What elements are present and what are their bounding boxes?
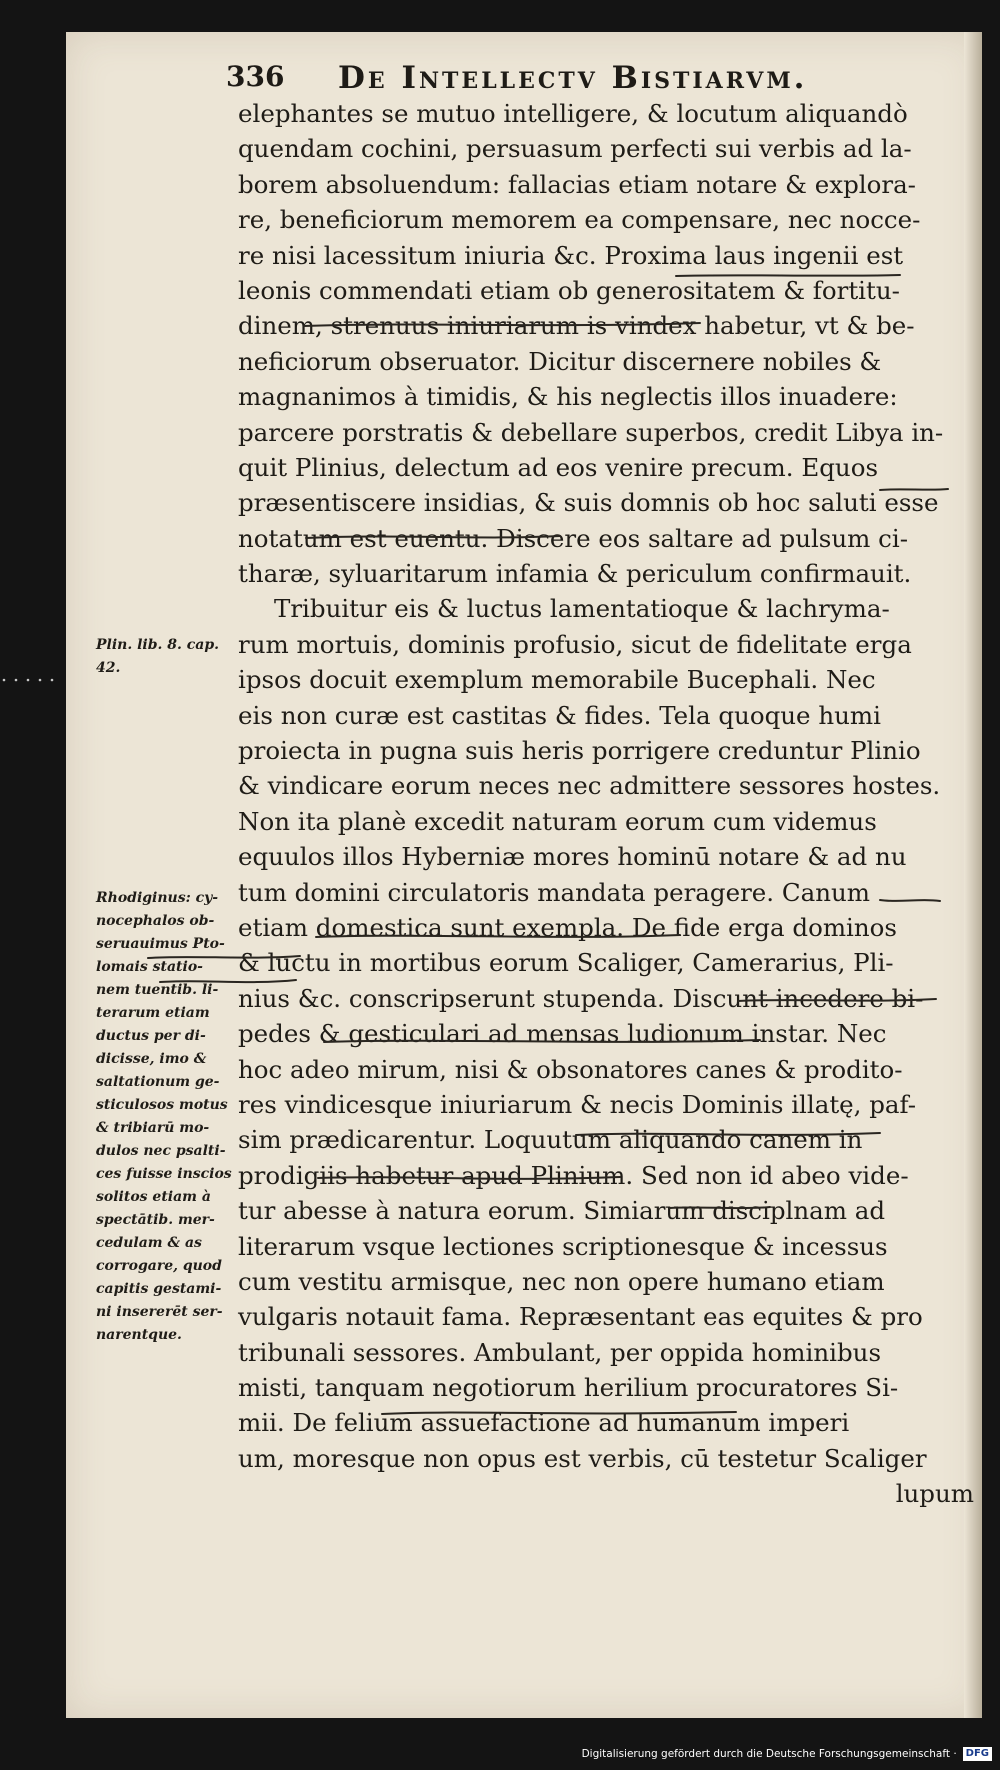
text-line: quendam cochini, persuasum perfecti sui verbis ad la-	[238, 134, 912, 164]
text-line: rum mortuis, dominis profusio, sicut de fidelitate erga	[238, 629, 912, 659]
marginal-note-line: lomais statio-	[96, 959, 203, 975]
text-line: prodigiis habetur apud Plinium. Sed non id abeo vide-	[238, 1160, 909, 1190]
text-line: neficiorum obseruator. Dicitur discernere nobiles &	[238, 346, 882, 376]
text-line: Non ita planè excedit naturam eorum cum videmus	[238, 806, 877, 836]
text-line: res vindicesque iniuriarum & necis Dominis illatę, paf-	[238, 1089, 917, 1119]
marginal-note-line: solitos etiam à	[96, 1189, 211, 1205]
marginal-note-line: dulos nec psalti-	[96, 1143, 226, 1159]
marginal-note-line: Rhodiginus: cy-	[96, 890, 219, 906]
text-line: & vindicare eorum neces nec admittere sessores hostes.	[238, 771, 941, 801]
text-line: dinem, strenuus iniuriarum is vindex habetur, vt & be-	[238, 311, 915, 341]
marginal-note-line: spectātib. mer-	[96, 1212, 215, 1228]
text-line: tharæ, syluaritarum infamia & periculum confirmauit.	[238, 559, 912, 589]
marginal-note-line: corrogare, quod	[96, 1258, 222, 1274]
marginal-note-line: ductus per di-	[96, 1028, 206, 1044]
text-line: sim prædicarentur. Loquutum aliquando canem in	[238, 1125, 863, 1155]
text-line: proiecta in pugna suis heris porrigere creduntur Plinio	[238, 736, 921, 766]
text-line: tum domini circulatoris mandata peragere. Canum	[238, 877, 871, 907]
marginal-note-line: nocephalos ob-	[96, 913, 215, 929]
marginal-note-line: dicisse, imo &	[96, 1051, 207, 1067]
text-line: etiam domestica sunt exempla. De fide erga dominos	[238, 912, 897, 942]
text-line: elephantes se mutuo intelligere, & locutum aliquandò	[238, 99, 908, 128]
text-line: magnanimos à timidis, & his neglectis illos inuadere:	[238, 382, 898, 412]
marginal-note-line: Plin. lib. 8. cap.	[96, 637, 220, 653]
text-line: literarum vsque lectiones scriptionesque & incessus	[238, 1231, 888, 1261]
marginal-note-line: & tribiarū mo-	[96, 1120, 210, 1136]
marginal-note-line: sticulosos motus	[96, 1097, 228, 1113]
marginal-note-line: nem tuentib. li-	[96, 982, 219, 998]
marginal-note-line: cedulam & as	[96, 1235, 202, 1251]
text-line: hoc adeo mirum, nisi & obsonatores canes & prodito-	[238, 1054, 903, 1084]
marginal-note-line: terarum etiam	[96, 1005, 210, 1021]
marginal-note-line: narentque.	[96, 1327, 182, 1343]
marginal-note-rhodiginus	[96, 887, 244, 1347]
text-line: re, beneficiorum memorem ea compensare, nec nocce-	[238, 205, 921, 235]
marginal-note-line: 42.	[96, 660, 121, 676]
marginal-note-line: saltationum ge-	[96, 1074, 220, 1090]
running-head-title: De Intellectv Bistiarvm.	[338, 60, 808, 96]
text-line: præsentiscere insidias, & suis domnis ob hoc saluti esse	[238, 488, 939, 518]
text-line: tur abesse à natura eorum. Simiarum disciplnam ad	[238, 1196, 886, 1226]
dfg-logo-icon: DFG	[963, 1747, 992, 1761]
text-line: mii. De felium assuefactione ad humanum imperi	[238, 1408, 850, 1438]
scanner-dots	[0, 0, 60, 1770]
digitization-footer	[582, 1747, 992, 1761]
text-line: nius &c. conscripserunt stupenda. Discunt incedere bi-	[238, 983, 924, 1013]
text-line: tribunali sessores. Ambulant, per oppida hominibus	[238, 1337, 882, 1367]
text-line: misti, tanquam negotiorum herilium procuratores Si-	[238, 1373, 899, 1403]
text-line: & luctu in mortibus eorum Scaliger, Camerarius, Pli-	[238, 948, 894, 978]
marginal-note-line: seruauimus Pto-	[96, 936, 225, 952]
text-line: equulos illos Hyberniæ mores hominū notare & ad nu	[238, 842, 907, 872]
marginal-note-line: capitis gestami-	[96, 1281, 222, 1297]
marginal-note-pliny	[96, 634, 244, 680]
text-line: um, moresque non opus est verbis, cū testetur Scaliger	[238, 1443, 927, 1473]
text-line: notatum est euentu. Discere eos saltare ad pulsum ci-	[238, 523, 909, 553]
text-line: eis non curæ est castitas & fides. Tela quoque humi	[238, 700, 881, 730]
marginal-note-line: ni insererēt ser-	[96, 1304, 223, 1320]
text-line: vulgaris notauit fama. Repræsentant eas equites & pro	[238, 1302, 923, 1332]
page-number: 336	[226, 60, 285, 93]
text-line: pedes & gesticulari ad mensas ludionum instar. Nec	[238, 1019, 887, 1049]
text-line: Tribuitur eis & luctus lamentatioque & lachryma-	[274, 594, 890, 624]
text-line: cum vestitu armisque, nec non opere humano etiam	[238, 1266, 885, 1296]
text-line: borem absoluendum: fallacias etiam notare & explora-	[238, 169, 916, 199]
main-text-block	[238, 96, 978, 1512]
text-line: ipsos docuit exemplum memorabile Bucephali. Nec	[238, 665, 876, 695]
text-line: re nisi lacessitum iniuria &c. Proxima laus ingenii est	[238, 240, 904, 270]
text-line: parcere porstratis & debellare superbos, credit Libya in-	[238, 417, 944, 447]
text-line: quit Plinius, delectum ad eos venire precum. Equos	[238, 452, 879, 482]
text-line: lupum	[895, 1479, 974, 1509]
marginal-note-line: ces fuisse inscios	[96, 1166, 232, 1182]
footer-text: Digitalisierung gefördert durch die Deutsche Forschungsgemeinschaft ·	[581, 1748, 957, 1760]
text-line: leonis commendati etiam ob generositatem & fortitu-	[238, 275, 900, 305]
